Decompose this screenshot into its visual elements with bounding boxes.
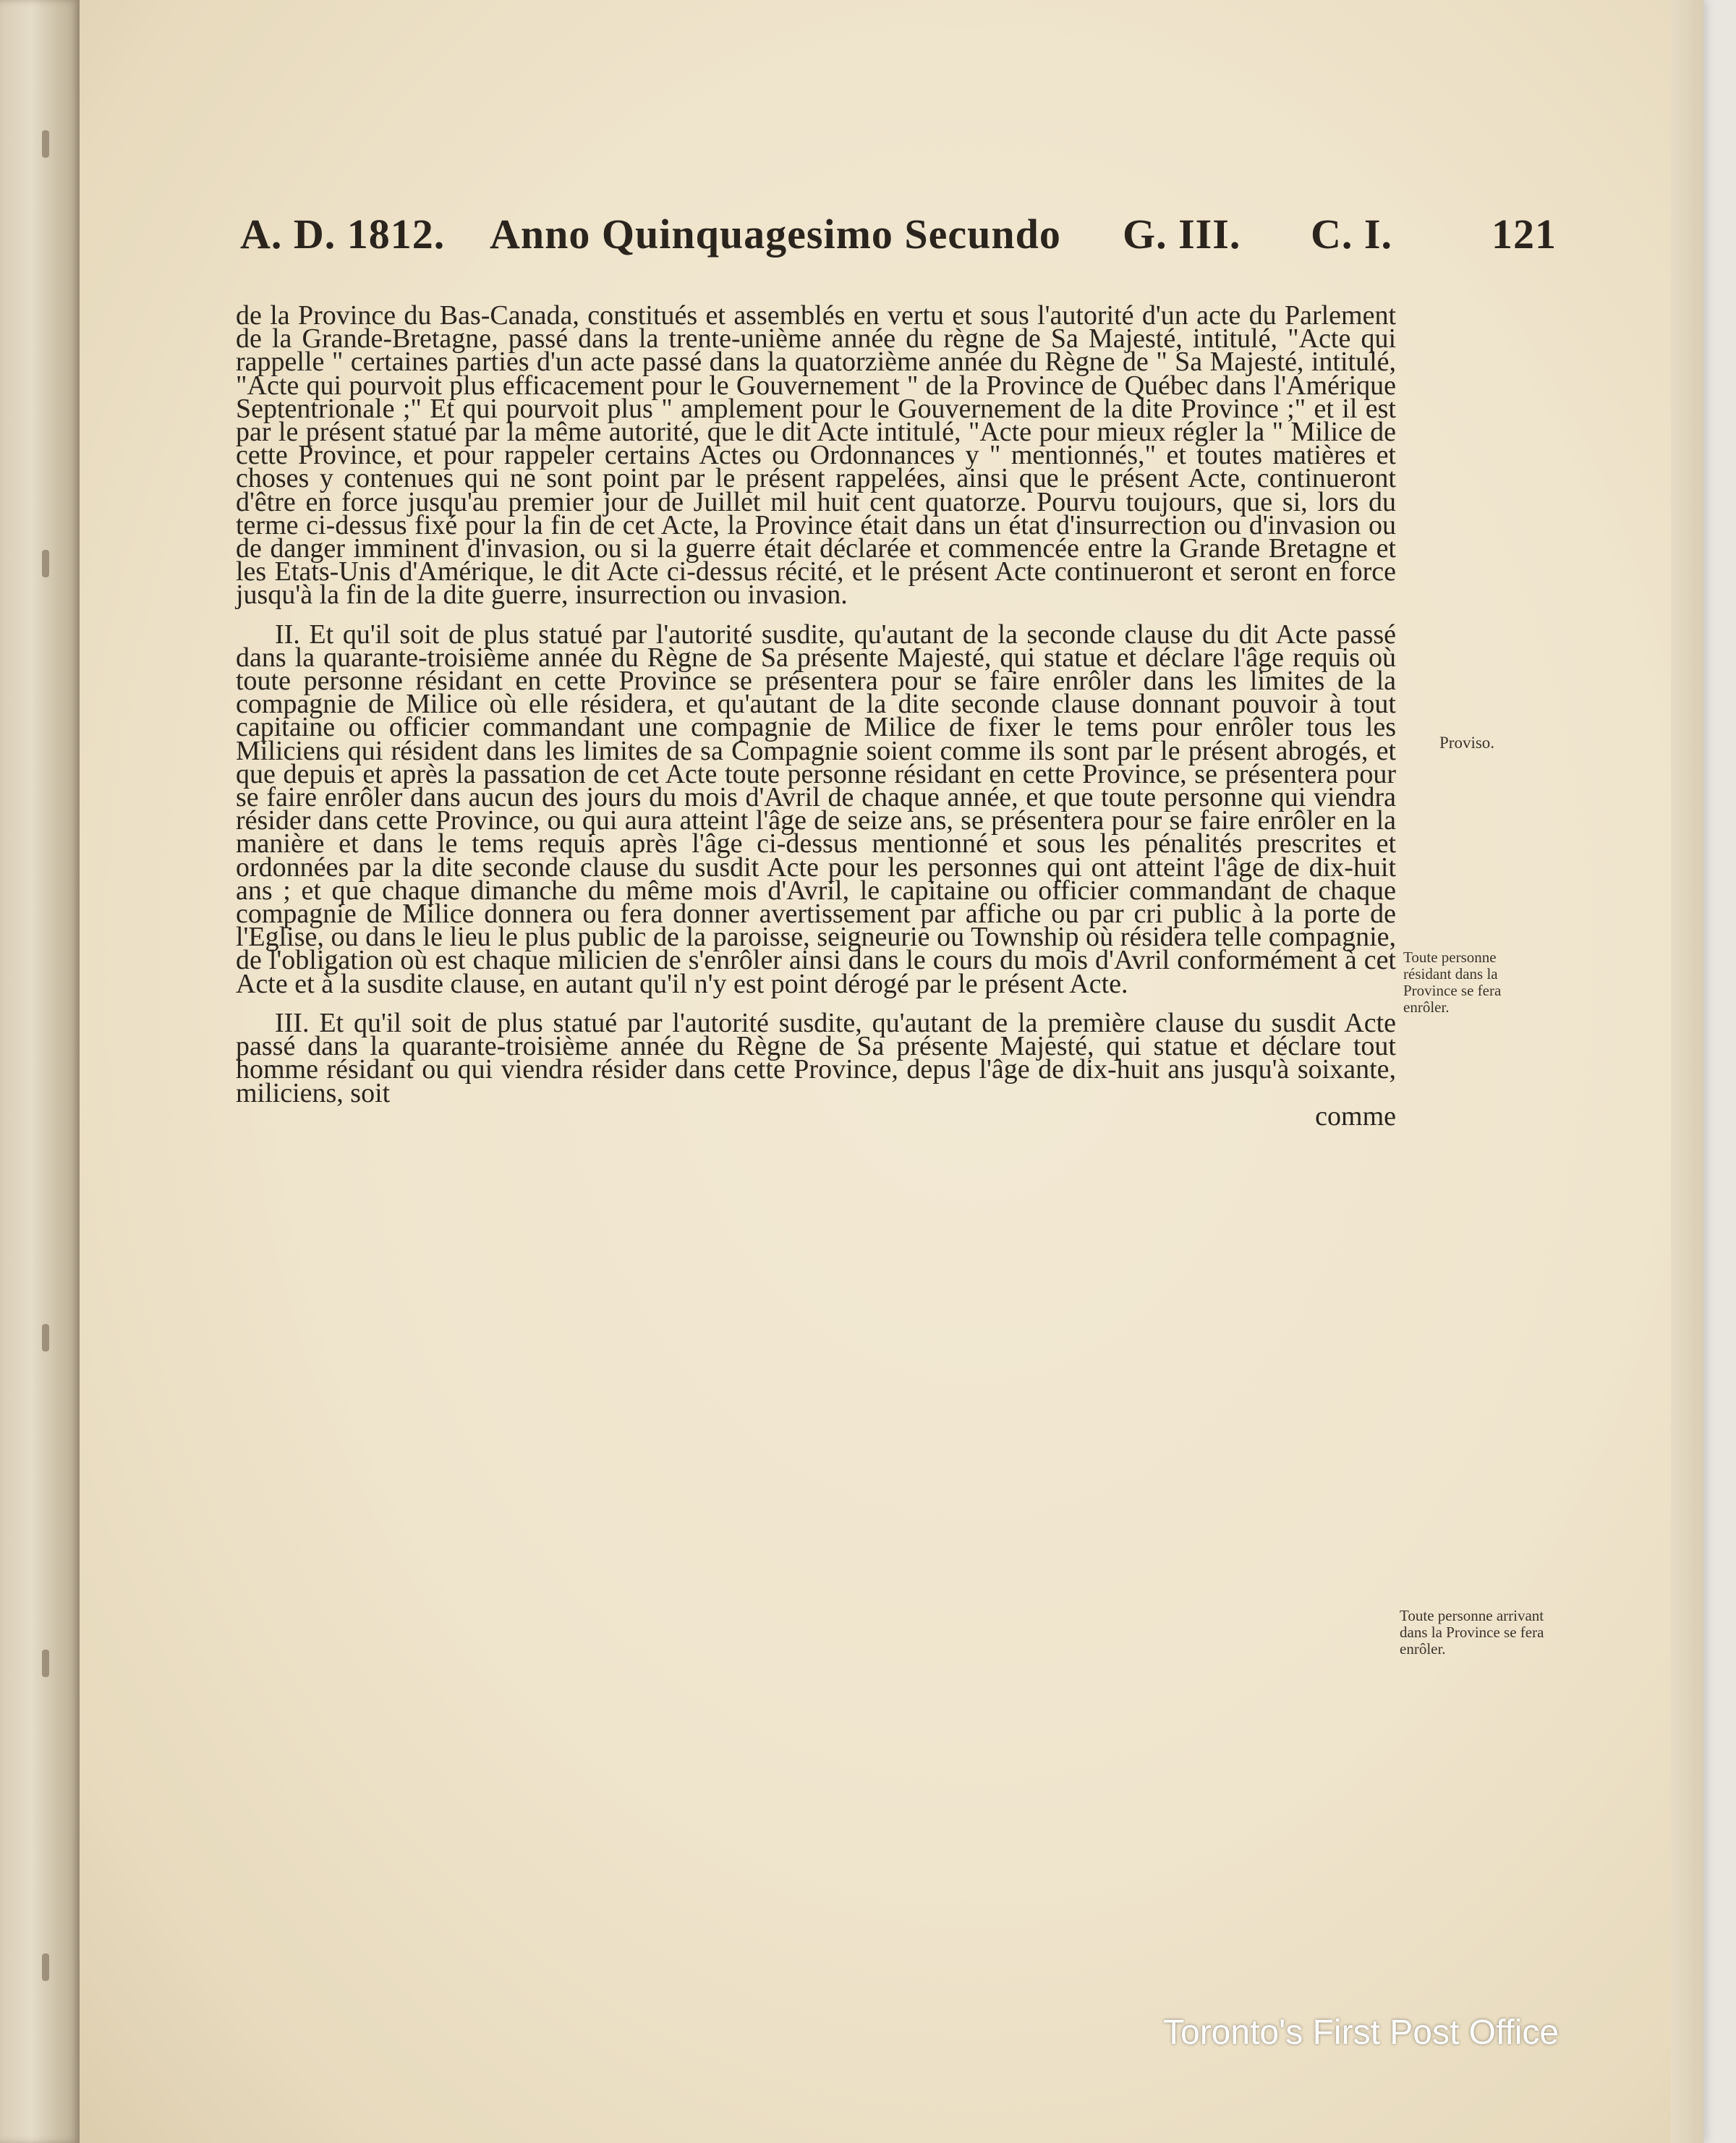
book-binding bbox=[0, 0, 80, 2143]
paragraph-section-2: II. Et qu'il soit de plus statué par l'autorité susdite, qu'autant de la seconde clause du dit Acte passé dans la quarante-troisième année du Règne de Sa présente Majesté, qui statue et déclare l'âge requis où toute personne résidant en cette Province se présentera pour se faire enrôler dans les limites de la compagnie de Milice où elle résidera, et qu'autant de la dite seconde clause donnant pouvoir à tout capitaine ou officier commandant une compagnie de Milice de fixer le tems pour enrôler tous les Miliciens qui résident dans les limites de sa Compagnie soient comme ils sont par le présent abrogés, et que depuis et après la passation de cet Acte toute personne résidant en cette Province, se présentera pour se faire enrôler dans aucun des jours du mois d'Avril de chaque année, et que toute personne qui viendra résider dans cette Province, ou qui aura atteint l'âge de seize ans, se présentera pour se faire enrôler en la manière et dans le tems requis après l'âge ci-dessus mentionné et sous les pénalités prescrites et ordonnées par la dite seconde clause du susdit Acte pour les personnes qui ont atteint l'âge de dix-huit ans ; et que chaque dimanche du même mois d'Avril, le capitaine ou officier commandant de chaque compagnie de Milice donnera ou fera donner avertissement par affiche ou par cri public à la porte de l'Eglise, ou dans le lieu le plus public de la paroisse, seigneurie ou Township où résidera telle compagnie, de l'obligation où est chaque milicien de s'enrôler ainsi dans le cours du mois d'Avril conformément à cet Acte et à la susdite clause, en autant qu'il n'y est point dérogé par le présent Acte. bbox=[236, 619, 1396, 999]
header-reign: G. III. bbox=[1123, 211, 1241, 258]
page-edge bbox=[1671, 0, 1703, 2143]
header-year: A. D. 1812. bbox=[240, 211, 446, 258]
margin-note-enrol-arrivals: Toute personne arrivant dans la Province se fera enrôler. bbox=[1400, 1607, 1544, 1658]
catchword: comme bbox=[1315, 1100, 1396, 1132]
header-chapter: C. I. bbox=[1311, 211, 1392, 258]
running-header bbox=[240, 210, 1564, 268]
binding-stitch bbox=[42, 130, 49, 158]
binding-stitch bbox=[42, 1324, 49, 1351]
margin-note-proviso: Proviso. bbox=[1439, 734, 1495, 752]
binding-stitch bbox=[42, 550, 49, 577]
header-title: Anno Quinquagesimo Secundo bbox=[490, 211, 1061, 258]
paragraph-section-3: III. Et qu'il soit de plus statué par l'autorité susdite, qu'autant de la première clause du susdit Acte passé dans la quarante-troisième année du Règne de Sa présente Majesté, qui statue et déclare tout homme résidant ou qui viendra résider dans cette Province, depus l'âge de dix-huit ans jusqu'à soixante, miliciens, soit bbox=[236, 1007, 1396, 1108]
paragraph-continuation: de la Province du Bas-Canada, constitués et assemblés en vertu et sous l'autorité d'un acte du Parlement de la Grande-Bretagne, passé dans la trente-unième année du règne de Sa Majesté, intitulé, "Acte qui rappelle " certaines parties d'un acte passé dans la quatorzième année du Règne de " Sa Majesté, intitulé, "Acte qui pourvoit plus efficacement pour le Gouvernement " de la Province de Québec dans l'Amérique Septentrionale ;" Et qui pourvoit plus " amplement pour le Gouvernement de la dite Province ;" et il est par le présent statué par la même autorité, que le dit Acte intitulé, "Acte pour mieux régler la " Milice de cette Province, et pour rappeler certains Actes ou Ordonnances y " mentionnés," et toutes matières et choses y contenues qui ne sont point par le présent rappelées, ainsi que le présent Acte, continueront d'être en force jusqu'au premier jour de Juillet mil huit cent quatorze. Pourvu toujours, que si, lors du terme ci-dessus fixé pour la fin de cet Acte, la Province était dans un état d'insurrection ou d'invasion ou de danger imminent d'invasion, ou si la guerre était déclarée et commencée entre la Grande Bretagne et les Etats-Unis d'Amérique, le dit Acte ci-dessus récité, et le présent Acte continueront et seront en force jusqu'à la fin de la dite guerre, insurrection ou invasion. bbox=[236, 300, 1396, 611]
body-text bbox=[236, 300, 1396, 1132]
page-number: 121 bbox=[1492, 211, 1557, 258]
watermark: Toronto's First Post Office bbox=[1163, 2013, 1560, 2052]
binding-stitch bbox=[42, 1650, 49, 1677]
binding-stitch bbox=[42, 1953, 49, 1981]
margin-note-enrol-residents: Toute personne résidant dans la Province se fera enrôler. bbox=[1403, 949, 1502, 1016]
